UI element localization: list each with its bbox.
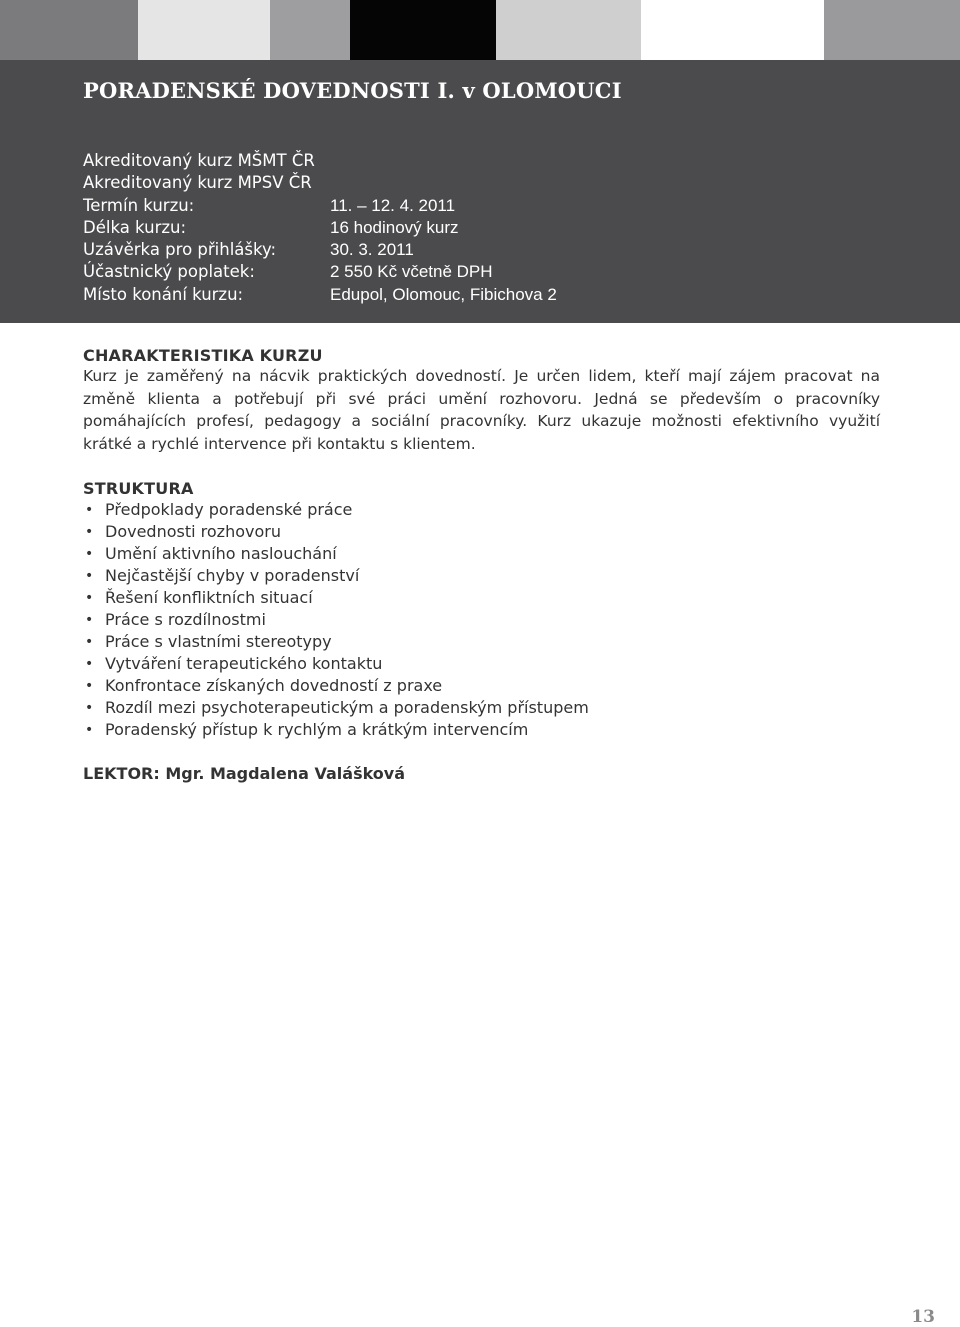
- detail-value: 30. 3. 2011: [330, 240, 414, 260]
- strip-block: [824, 0, 960, 60]
- characteristics-section: [83, 346, 880, 455]
- bullet: •: [85, 678, 94, 694]
- bullet: •: [85, 700, 94, 716]
- list-item-text: Konfrontace získaných dovedností z praxe: [105, 676, 443, 695]
- detail-row: [83, 195, 456, 217]
- bullet: •: [85, 546, 94, 562]
- detail-value: 16 hodinový kurz: [330, 217, 459, 237]
- list-item: [83, 653, 880, 675]
- detail-label: Uzávěrka pro přihlášky:: [83, 240, 277, 260]
- section-heading: CHARAKTERISTIKA KURZU: [83, 346, 323, 365]
- strip-block: [138, 0, 270, 60]
- list-item: [83, 521, 880, 543]
- detail-row: [83, 284, 557, 306]
- list-item: [83, 675, 880, 697]
- bullet: •: [85, 502, 94, 518]
- bullet: •: [85, 722, 94, 738]
- page-number: 13: [911, 1307, 935, 1327]
- detail-row: [83, 217, 459, 239]
- list-item: [83, 587, 880, 609]
- header-band: [0, 60, 960, 323]
- list-item-text: Vytváření terapeutického kontaktu: [105, 654, 383, 673]
- list-item: [83, 543, 880, 565]
- detail-label: Místo konání kurzu:: [83, 284, 244, 304]
- structure-list: [83, 499, 880, 741]
- list-item: [83, 609, 880, 631]
- list-item-text: Předpoklady poradenské práce: [105, 500, 353, 519]
- page-title: PORADENSKÉ DOVEDNOSTI I. v OLOMOUCI: [83, 78, 622, 103]
- strip-block: [496, 0, 641, 60]
- list-item-text: Rozdíl mezi psychoterapeutickým a poradenským přístupem: [105, 698, 589, 717]
- bullet: •: [85, 590, 94, 606]
- list-item: [83, 631, 880, 653]
- list-item-text: Práce s rozdílnostmi: [105, 610, 266, 629]
- detail-value: Edupol, Olomouc, Fibichova 2: [330, 284, 557, 304]
- accreditation-line: Akreditovaný kurz MPSV ČR: [83, 173, 312, 193]
- list-item: [83, 719, 880, 741]
- detail-label: Délka kurzu:: [83, 217, 187, 237]
- bullet: •: [85, 524, 94, 540]
- bullet: •: [85, 656, 94, 672]
- bullet: •: [85, 634, 94, 650]
- list-item-text: Poradenský přístup k rychlým a krátkým intervencím: [105, 720, 529, 739]
- detail-row: [83, 239, 414, 261]
- list-item: [83, 697, 880, 719]
- list-item-text: Umění aktivního naslouchání: [105, 544, 337, 563]
- bullet: •: [85, 568, 94, 584]
- list-item-text: Řešení konfliktních situací: [105, 588, 313, 607]
- list-item-text: Dovednosti rozhovoru: [105, 522, 281, 541]
- strip-block: [641, 0, 824, 60]
- detail-value: 2 550 Kč včetně DPH: [330, 262, 493, 282]
- detail-label: Termín kurzu:: [83, 195, 195, 215]
- detail-row: [83, 261, 493, 283]
- list-item-text: Nejčastější chyby v poradenství: [105, 566, 360, 585]
- list-item: [83, 499, 880, 521]
- lecturer-line: LEKTOR: Mgr. Magdalena Valášková: [83, 764, 406, 783]
- characteristics-text: Kurz je zaměřený na nácvik praktických dovedností. Je určen lidem, kteří mají zájem pracovat na změně klienta a potřebují při své práci umění rozhovoru. Jedná se především o pracovníky pomáhajících profesí, pedagogy a sociální pracovníky. Kurz ukazuje možnosti efektivního využití krátké a rychlé intervence při kontaktu s klientem.: [83, 367, 880, 453]
- accreditation-line: Akreditovaný kurz MŠMT ČR: [83, 151, 315, 170]
- bullet: •: [85, 612, 94, 628]
- detail-label: Účastnický poplatek:: [83, 262, 255, 282]
- strip-block: [270, 0, 350, 60]
- structure-section: [83, 479, 880, 741]
- strip-block: [0, 0, 138, 60]
- section-heading: STRUKTURA: [83, 479, 194, 498]
- list-item: [83, 565, 880, 587]
- course-info: [83, 150, 557, 306]
- strip-block: [350, 0, 496, 60]
- list-item-text: Práce s vlastními stereotypy: [105, 632, 332, 651]
- detail-value: 11. – 12. 4. 2011: [330, 195, 456, 215]
